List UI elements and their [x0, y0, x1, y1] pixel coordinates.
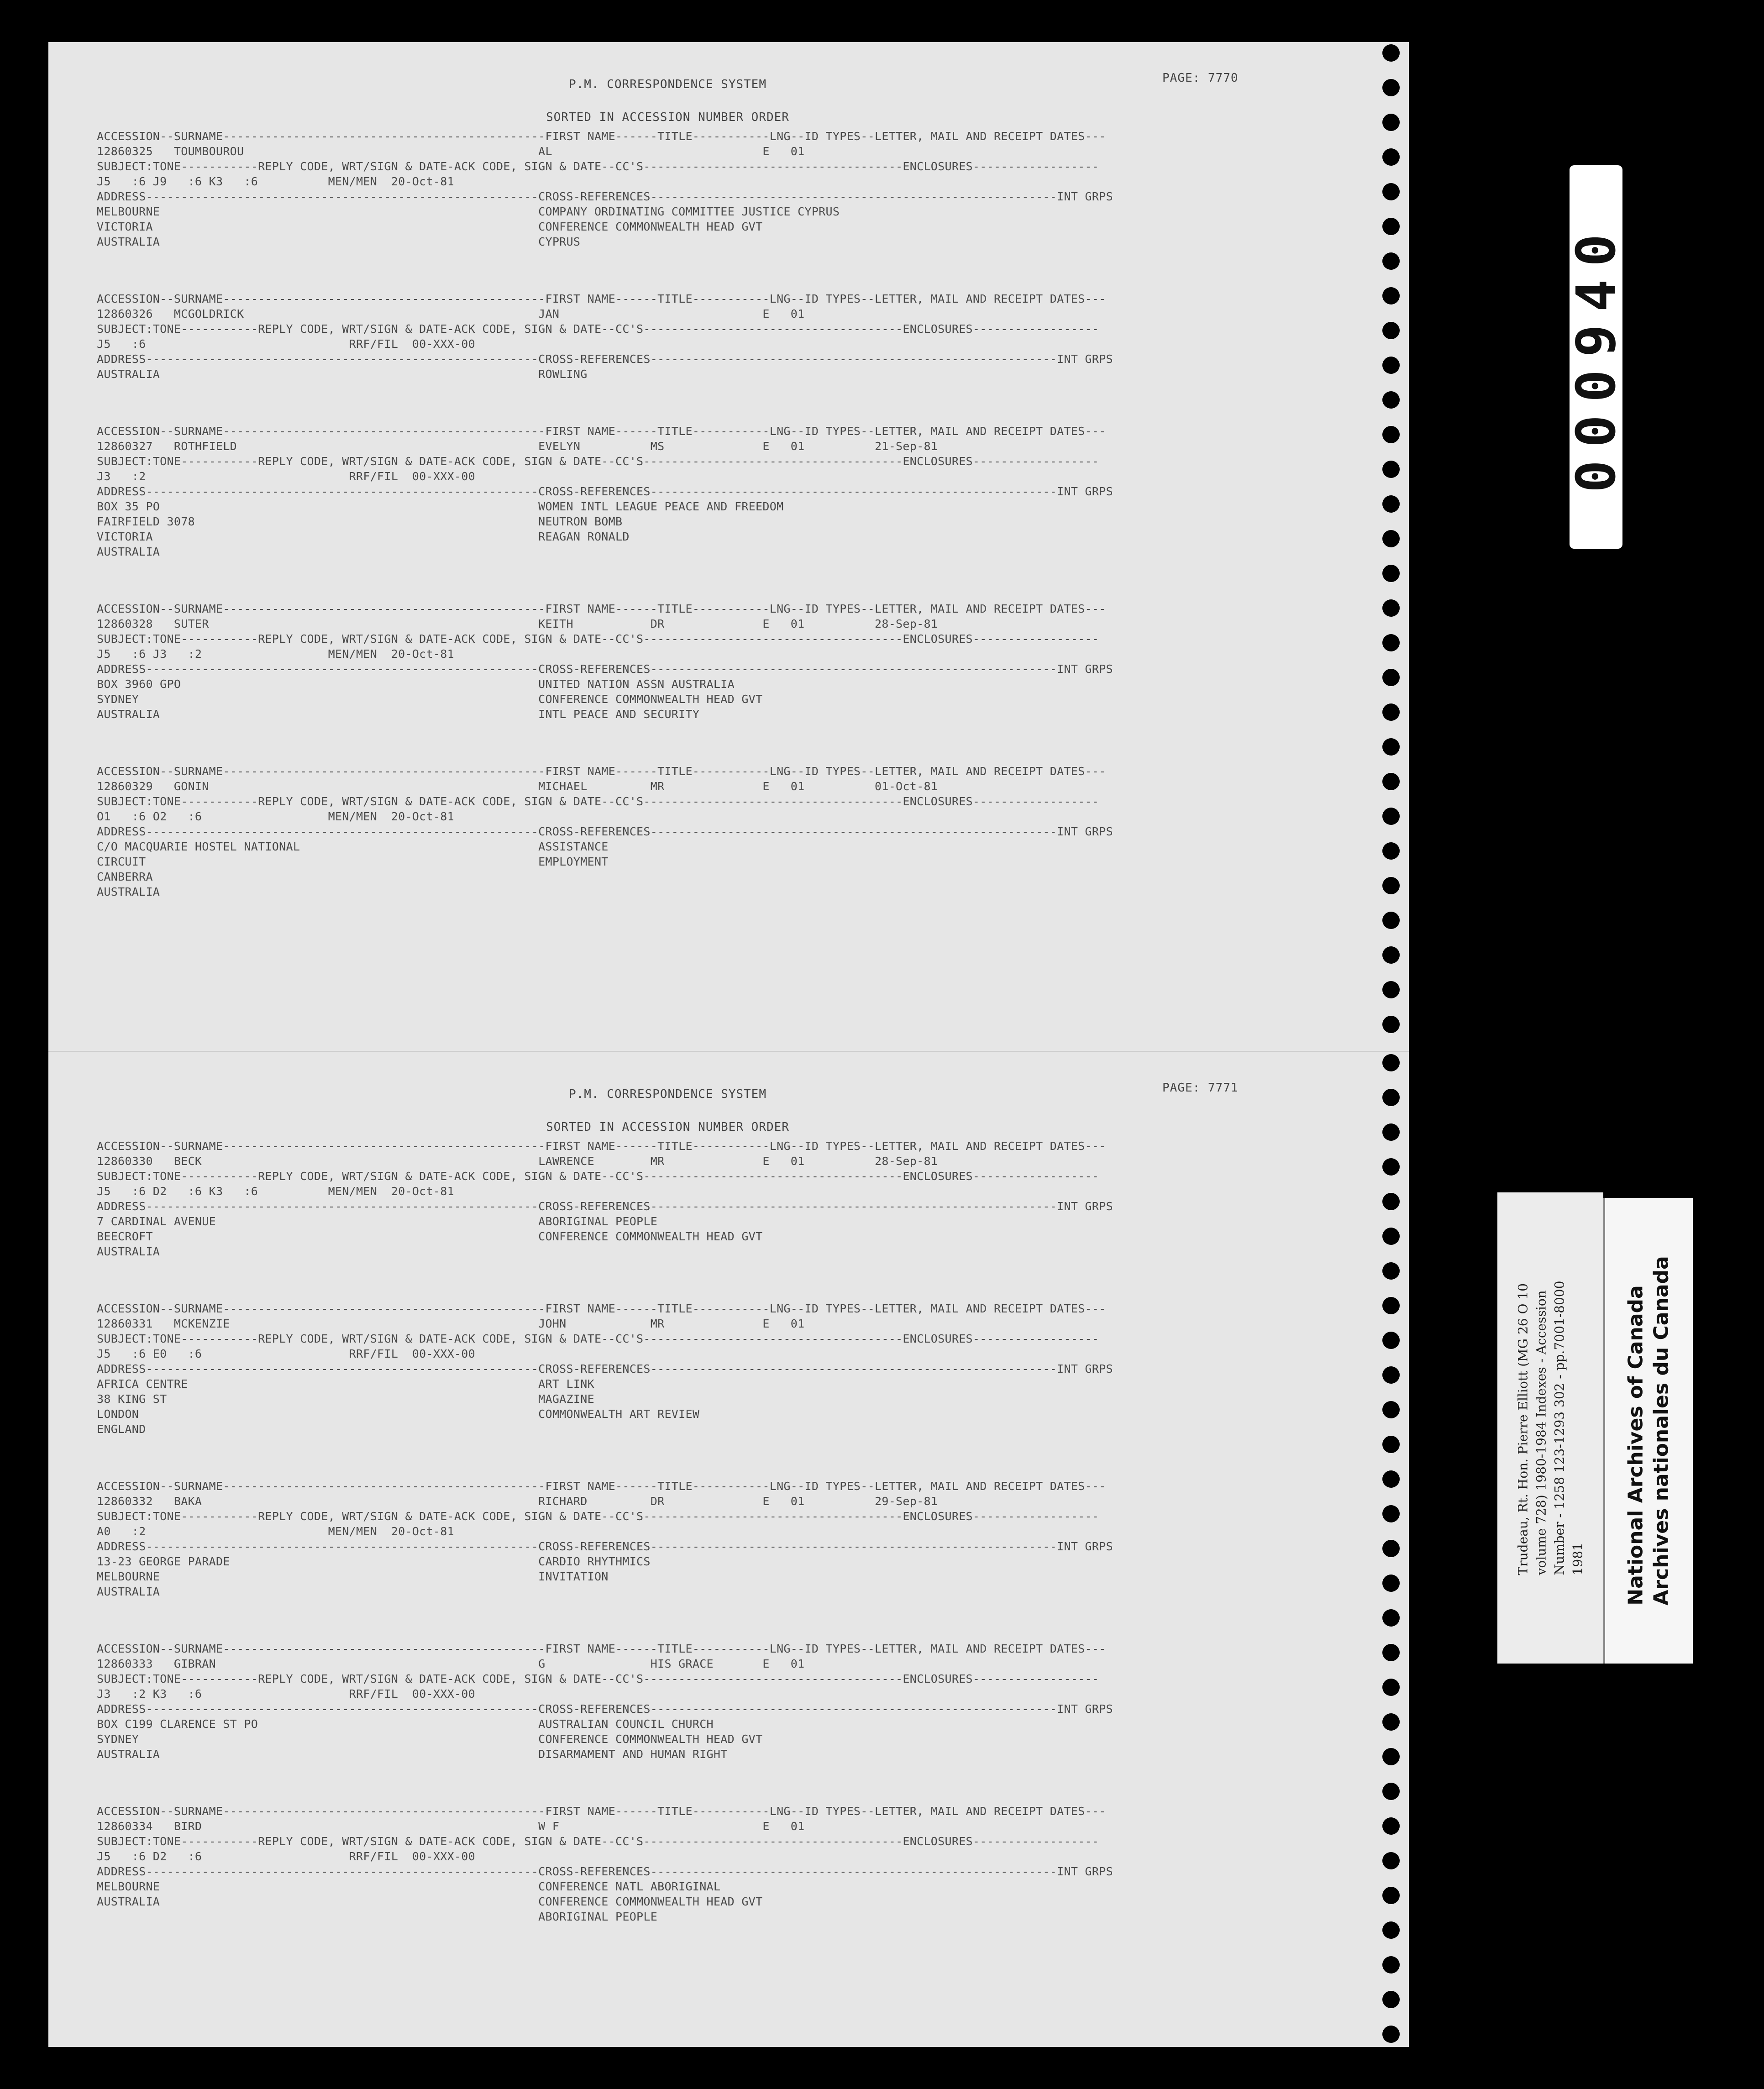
record-line: AUSTRALIA DISARMAMENT AND HUMAN RIGHT: [97, 1748, 728, 1761]
feed-hole: [1382, 114, 1400, 131]
record-line: MELBOURNE CONFERENCE NATL ABORIGINAL: [97, 1880, 721, 1893]
record-line: SUBJECT:TONE-----------REPLY CODE, WRT/SIGN & DATE-ACK CODE, SIGN & DATE--CC'S-------------------------------------ENCLOSURES------------------: [97, 1170, 1099, 1183]
feed-hole: [8, 322, 26, 339]
accession-record: [97, 1479, 1375, 1599]
page-number: PAGE: 7771: [1162, 1081, 1239, 1095]
feed-hole: [8, 1193, 26, 1210]
record-line: ABORIGINAL PEOPLE: [97, 1910, 658, 1923]
feed-hole: [1382, 842, 1400, 860]
feed-hole: [8, 703, 26, 721]
record-line: ADDRESS--------------------------------------------------------CROSS-REFERENCES----------------------------------------------------------INT GRPS: [97, 662, 1113, 676]
feed-hole: [1382, 946, 1400, 964]
feed-hole: [1382, 1470, 1400, 1488]
feed-hole: [1382, 1748, 1400, 1765]
feed-hole: [1382, 565, 1400, 582]
feed-hole: [1382, 1852, 1400, 1869]
feed-hole: [1382, 495, 1400, 513]
feed-hole: [8, 1470, 26, 1488]
feed-hole: [1382, 1505, 1400, 1522]
feed-hole: [8, 1644, 26, 1661]
feed-hole: [8, 1921, 26, 1939]
feed-hole: [8, 1297, 26, 1314]
record-line: J5 :6 J3 :2 MEN/MEN 20-Oct-81: [97, 647, 454, 661]
accession-record: [97, 1139, 1375, 1259]
record-line: ADDRESS--------------------------------------------------------CROSS-REFERENCES----------------------------------------------------------INT GRPS: [97, 825, 1113, 838]
feed-hole: [8, 1089, 26, 1106]
record-line: ADDRESS--------------------------------------------------------CROSS-REFERENCES----------------------------------------------------------INT GRPS: [97, 1362, 1113, 1375]
record-line: ENGLAND: [97, 1422, 146, 1436]
accession-record: [97, 601, 1375, 722]
feed-hole: [1382, 1575, 1400, 1592]
accession-record: [97, 424, 1375, 559]
feed-hole: [1382, 44, 1400, 62]
feed-hole: [1382, 1332, 1400, 1349]
feed-hole: [8, 1436, 26, 1453]
feed-hole: [1382, 1401, 1400, 1418]
feed-hole: [1382, 1436, 1400, 1453]
feed-hole: [8, 183, 26, 200]
feed-hole: [8, 1956, 26, 1974]
record-line: AUSTRALIA: [97, 1245, 160, 1258]
feed-hole: [1382, 703, 1400, 721]
record-line: SUBJECT:TONE-----------REPLY CODE, WRT/SIGN & DATE-ACK CODE, SIGN & DATE--CC'S-------------------------------------ENCLOSURES------------------: [97, 1672, 1099, 1685]
record-line: AUSTRALIA: [97, 885, 160, 898]
feed-hole: [1382, 1817, 1400, 1835]
feed-hole: [1382, 183, 1400, 200]
record-line: LONDON COMMONWEALTH ART REVIEW: [97, 1407, 700, 1421]
feed-hole: [8, 218, 26, 235]
record-line: SUBJECT:TONE-----------REPLY CODE, WRT/SIGN & DATE-ACK CODE, SIGN & DATE--CC'S-------------------------------------ENCLOSURES------------------: [97, 1332, 1099, 1345]
record-line: BOX 35 PO WOMEN INTL LEAGUE PEACE AND FREEDOM: [97, 500, 784, 513]
record-line: 12860334 BIRD W F E 01: [97, 1820, 805, 1833]
record-line: VICTORIA REAGAN RONALD: [97, 530, 630, 543]
record-list: [97, 1139, 1375, 1966]
printout-page-top: [48, 42, 1409, 1051]
record-line: MELBOURNE COMPANY ORDINATING COMMITTEE JUSTICE CYPRUS: [97, 205, 840, 218]
feed-hole: [1382, 1713, 1400, 1731]
frame-number-stamp: [1564, 165, 1628, 549]
record-line: ACCESSION--SURNAME----------------------------------------------FIRST NAME------TITLE-----------LNG--ID TYPES--LETTER, MAIL AND RECEIPT DATES---: [97, 765, 1106, 778]
feed-hole: [8, 842, 26, 860]
accession-record: [97, 291, 1375, 382]
feed-hole: [8, 1679, 26, 1696]
feed-hole: [8, 1748, 26, 1765]
record-line: O1 :6 O2 :6 MEN/MEN 20-Oct-81: [97, 810, 454, 823]
institution-name-en: National Archives of Canada: [1624, 1285, 1648, 1606]
record-line: AUSTRALIA: [97, 545, 160, 558]
institution-name-fr: Archives nationales du Canada: [1650, 1256, 1673, 1606]
feed-hole: [8, 1401, 26, 1418]
feed-hole: [8, 1852, 26, 1869]
record-line: A0 :2 MEN/MEN 20-Oct-81: [97, 1525, 454, 1538]
feed-hole: [1382, 877, 1400, 894]
feed-hole: [1382, 1366, 1400, 1384]
feed-hole: [8, 495, 26, 513]
feed-hole: [1382, 1956, 1400, 1974]
feed-hole: [8, 1332, 26, 1349]
record-line: 13-23 GEORGE PARADE CARDIO RHYTHMICS: [97, 1555, 651, 1568]
feed-hole: [1382, 530, 1400, 547]
record-line: 12860326 MCGOLDRICK JAN E 01: [97, 307, 805, 320]
feed-hole: [8, 669, 26, 686]
feed-hole: [1382, 1921, 1400, 1939]
feed-hole: [1382, 79, 1400, 96]
feed-hole: [1382, 148, 1400, 166]
record-line: ACCESSION--SURNAME----------------------------------------------FIRST NAME------TITLE-----------LNG--ID TYPES--LETTER, MAIL AND RECEIPT DATES---: [97, 292, 1106, 305]
feed-hole: [1382, 391, 1400, 409]
record-line: BOX C199 CLARENCE ST PO AUSTRALIAN COUNCIL CHURCH: [97, 1717, 714, 1731]
record-line: ACCESSION--SURNAME----------------------------------------------FIRST NAME------TITLE-----------LNG--ID TYPES--LETTER, MAIL AND RECEIPT DATES---: [97, 1642, 1106, 1655]
record-line: SUBJECT:TONE-----------REPLY CODE, WRT/SIGN & DATE-ACK CODE, SIGN & DATE--CC'S-------------------------------------ENCLOSURES------------------: [97, 795, 1099, 808]
record-line: 12860325 TOUMBOUROU AL E 01: [97, 145, 805, 158]
record-line: 12860327 ROTHFIELD EVELYN MS E 01 21-Sep-81: [97, 440, 938, 453]
record-line: 12860331 MCKENZIE JOHN MR E 01: [97, 1317, 805, 1330]
record-line: J3 :2 RRF/FIL 00-XXX-00: [97, 470, 475, 483]
feed-hole: [8, 1228, 26, 1245]
feed-hole: [1382, 981, 1400, 998]
feed-hole: [8, 1609, 26, 1627]
accession-record: [97, 764, 1375, 899]
record-line: ACCESSION--SURNAME----------------------------------------------FIRST NAME------TITLE-----------LNG--ID TYPES--LETTER, MAIL AND RECEIPT DATES---: [97, 130, 1106, 143]
fonds-description: [1497, 1192, 1603, 1664]
record-line: SUBJECT:TONE-----------REPLY CODE, WRT/SIGN & DATE-ACK CODE, SIGN & DATE--CC'S-------------------------------------ENCLOSURES------------------: [97, 1510, 1099, 1523]
record-line: ADDRESS--------------------------------------------------------CROSS-REFERENCES----------------------------------------------------------INT GRPS: [97, 1865, 1113, 1878]
record-line: BEECROFT CONFERENCE COMMONWEALTH HEAD GVT: [97, 1230, 763, 1243]
record-line: 12860333 GIBRAN G HIS GRACE E 01: [97, 1657, 805, 1670]
feed-hole: [1382, 1783, 1400, 1800]
feed-hole: [8, 1575, 26, 1592]
feed-hole: [1382, 461, 1400, 478]
record-line: J5 :6 E0 :6 RRF/FIL 00-XXX-00: [97, 1347, 475, 1360]
feed-hole: [8, 565, 26, 582]
record-line: SUBJECT:TONE-----------REPLY CODE, WRT/SIGN & DATE-ACK CODE, SIGN & DATE--CC'S-------------------------------------ENCLOSURES------------------: [97, 322, 1099, 336]
sort-order-title: SORTED IN ACCESSION NUMBER ORDER: [546, 110, 789, 124]
fonds-line: 1981: [1570, 1543, 1585, 1575]
feed-hole: [8, 946, 26, 964]
record-line: AUSTRALIA CONFERENCE COMMONWEALTH HEAD GVT: [97, 1895, 763, 1908]
feed-hole: [8, 1991, 26, 2008]
feed-hole: [8, 877, 26, 894]
feed-hole: [1382, 1297, 1400, 1314]
record-line: SYDNEY CONFERENCE COMMONWEALTH HEAD GVT: [97, 693, 763, 706]
record-line: AFRICA CENTRE ART LINK: [97, 1377, 594, 1391]
record-line: J5 :6 RRF/FIL 00-XXX-00: [97, 337, 475, 351]
feed-hole: [8, 1158, 26, 1176]
page-number: PAGE: 7770: [1162, 71, 1239, 85]
feed-hole: [1382, 1123, 1400, 1141]
record-line: FAIRFIELD 3078 NEUTRON BOMB: [97, 515, 623, 528]
record-line: ADDRESS--------------------------------------------------------CROSS-REFERENCES----------------------------------------------------------INT GRPS: [97, 1540, 1113, 1553]
feed-hole: [8, 1713, 26, 1731]
feed-hole: [8, 1887, 26, 1904]
record-line: ACCESSION--SURNAME----------------------------------------------FIRST NAME------TITLE-----------LNG--ID TYPES--LETTER, MAIL AND RECEIPT DATES---: [97, 1302, 1106, 1315]
feed-hole: [8, 148, 26, 166]
record-line: SUBJECT:TONE-----------REPLY CODE, WRT/SIGN & DATE-ACK CODE, SIGN & DATE--CC'S-------------------------------------ENCLOSURES------------------: [97, 1835, 1099, 1848]
accession-record: [97, 129, 1375, 249]
feed-hole: [8, 287, 26, 304]
accession-record: [97, 1641, 1375, 1762]
feed-hole: [1382, 808, 1400, 825]
record-line: J5 :6 D2 :6 RRF/FIL 00-XXX-00: [97, 1850, 475, 1863]
record-line: CIRCUIT EMPLOYMENT: [97, 855, 609, 868]
feed-hole: [8, 634, 26, 651]
feed-hole: [1382, 1089, 1400, 1106]
record-line: 12860330 BECK LAWRENCE MR E 01 28-Sep-81: [97, 1155, 938, 1168]
record-line: ACCESSION--SURNAME----------------------------------------------FIRST NAME------TITLE-----------LNG--ID TYPES--LETTER, MAIL AND RECEIPT DATES---: [97, 602, 1106, 615]
feed-hole: [8, 252, 26, 270]
report-title: P.M. CORRESPONDENCE SYSTEM: [569, 78, 766, 91]
feed-hole: [1382, 287, 1400, 304]
accession-record: [97, 1804, 1375, 1924]
record-line: SUBJECT:TONE-----------REPLY CODE, WRT/SIGN & DATE-ACK CODE, SIGN & DATE--CC'S-------------------------------------ENCLOSURES------------------: [97, 455, 1099, 468]
feed-hole: [8, 1262, 26, 1280]
feed-hole: [8, 391, 26, 409]
feed-hole: [8, 1123, 26, 1141]
feed-hole: [8, 357, 26, 374]
record-line: AUSTRALIA ROWLING: [97, 367, 588, 381]
feed-hole: [1382, 773, 1400, 790]
feed-hole: [1382, 738, 1400, 756]
record-line: AUSTRALIA: [97, 1585, 160, 1598]
feed-hole: [1382, 1054, 1400, 1071]
record-line: J5 :6 D2 :6 K3 :6 MEN/MEN 20-Oct-81: [97, 1185, 454, 1198]
feed-hole: [1382, 2026, 1400, 2043]
record-line: SUBJECT:TONE-----------REPLY CODE, WRT/SIGN & DATE-ACK CODE, SIGN & DATE--CC'S-------------------------------------ENCLOSURES------------------: [97, 160, 1099, 173]
feed-hole: [8, 44, 26, 62]
feed-hole: [1382, 1228, 1400, 1245]
feed-hole: [1382, 599, 1400, 617]
feed-hole: [8, 599, 26, 617]
feed-hole: [8, 981, 26, 998]
feed-hole: [8, 114, 26, 131]
record-line: ACCESSION--SURNAME----------------------------------------------FIRST NAME------TITLE-----------LNG--ID TYPES--LETTER, MAIL AND RECEIPT DATES---: [97, 1805, 1106, 1818]
record-line: 7 CARDINAL AVENUE ABORIGINAL PEOPLE: [97, 1215, 658, 1228]
feed-hole: [8, 808, 26, 825]
feed-hole: [8, 1540, 26, 1557]
feed-hole: [8, 773, 26, 790]
feed-hole: [1382, 1644, 1400, 1661]
feed-hole: [1382, 1016, 1400, 1033]
feed-hole: [8, 2026, 26, 2043]
record-line: 12860328 SUTER KEITH DR E 01 28-Sep-81: [97, 617, 938, 630]
fonds-line: Number - 1258 123-1293 302 - pp.7001-8000: [1552, 1281, 1567, 1575]
feed-hole: [1382, 912, 1400, 929]
record-line: ACCESSION--SURNAME----------------------------------------------FIRST NAME------TITLE-----------LNG--ID TYPES--LETTER, MAIL AND RECEIPT DATES---: [97, 1480, 1106, 1493]
feed-hole: [1382, 322, 1400, 339]
feed-hole: [1382, 357, 1400, 374]
feed-hole: [8, 912, 26, 929]
record-line: C/O MACQUARIE HOSTEL NATIONAL ASSISTANCE: [97, 840, 609, 853]
record-line: BOX 3960 GPO UNITED NATION ASSN AUSTRALIA: [97, 677, 735, 691]
report-title: P.M. CORRESPONDENCE SYSTEM: [569, 1087, 766, 1101]
record-line: ADDRESS--------------------------------------------------------CROSS-REFERENCES----------------------------------------------------------INT GRPS: [97, 1200, 1113, 1213]
feed-hole: [8, 1054, 26, 1071]
feed-hole: [8, 426, 26, 443]
record-line: ADDRESS--------------------------------------------------------CROSS-REFERENCES----------------------------------------------------------INT GRPS: [97, 352, 1113, 366]
feed-hole: [8, 1366, 26, 1384]
feed-hole: [8, 1783, 26, 1800]
feed-hole: [1382, 218, 1400, 235]
feed-hole: [8, 79, 26, 96]
record-line: AUSTRALIA CYPRUS: [97, 235, 581, 248]
feed-hole: [1382, 1158, 1400, 1176]
feed-hole: [1382, 1193, 1400, 1210]
record-line: AUSTRALIA INTL PEACE AND SECURITY: [97, 708, 700, 721]
record-line: CANBERRA: [97, 870, 153, 883]
feed-hole: [1382, 634, 1400, 651]
record-line: SYDNEY CONFERENCE COMMONWEALTH HEAD GVT: [97, 1732, 763, 1746]
fonds-line: volume 728) 1980-1984 Indexes - Accession: [1533, 1290, 1549, 1575]
archive-label-card: [1497, 1192, 1691, 1664]
institution-name: [1603, 1198, 1693, 1664]
record-line: ADDRESS--------------------------------------------------------CROSS-REFERENCES----------------------------------------------------------INT GRPS: [97, 190, 1113, 203]
accession-record: [97, 1301, 1375, 1437]
feed-hole: [1382, 426, 1400, 443]
record-list: [97, 129, 1375, 941]
frame-number: 000940: [1564, 221, 1628, 493]
feed-hole: [8, 738, 26, 756]
feed-hole: [1382, 1679, 1400, 1696]
feed-hole: [8, 1505, 26, 1522]
record-line: 12860329 GONIN MICHAEL MR E 01 01-Oct-81: [97, 780, 938, 793]
feed-hole: [1382, 252, 1400, 270]
feed-hole: [8, 530, 26, 547]
record-line: 38 KING ST MAGAZINE: [97, 1392, 594, 1406]
record-line: ACCESSION--SURNAME----------------------------------------------FIRST NAME------TITLE-----------LNG--ID TYPES--LETTER, MAIL AND RECEIPT DATES---: [97, 1139, 1106, 1153]
feed-hole: [8, 1817, 26, 1835]
fonds-line: Trudeau, Rt. Hon. Pierre Elliott (MG 26 O 10: [1515, 1283, 1530, 1575]
feed-hole: [1382, 1262, 1400, 1280]
feed-hole: [1382, 669, 1400, 686]
feed-hole: [8, 461, 26, 478]
record-line: J5 :6 J9 :6 K3 :6 MEN/MEN 20-Oct-81: [97, 175, 454, 188]
record-line: MELBOURNE INVITATION: [97, 1570, 609, 1583]
feed-hole: [8, 1016, 26, 1033]
record-line: ACCESSION--SURNAME----------------------------------------------FIRST NAME------TITLE-----------LNG--ID TYPES--LETTER, MAIL AND RECEIPT DATES---: [97, 425, 1106, 438]
record-line: J3 :2 K3 :6 RRF/FIL 00-XXX-00: [97, 1687, 475, 1701]
feed-hole: [1382, 1887, 1400, 1904]
record-line: VICTORIA CONFERENCE COMMONWEALTH HEAD GVT: [97, 220, 763, 233]
record-line: ADDRESS--------------------------------------------------------CROSS-REFERENCES----------------------------------------------------------INT GRPS: [97, 485, 1113, 498]
feed-hole: [1382, 1540, 1400, 1557]
record-line: ADDRESS--------------------------------------------------------CROSS-REFERENCES----------------------------------------------------------INT GRPS: [97, 1702, 1113, 1716]
feed-hole: [1382, 1609, 1400, 1627]
printout-page-bottom: [48, 1051, 1409, 2047]
record-line: SUBJECT:TONE-----------REPLY CODE, WRT/SIGN & DATE-ACK CODE, SIGN & DATE--CC'S-------------------------------------ENCLOSURES------------------: [97, 632, 1099, 646]
record-line: 12860332 BAKA RICHARD DR E 01 29-Sep-81: [97, 1495, 938, 1508]
feed-hole: [1382, 1991, 1400, 2008]
sort-order-title: SORTED IN ACCESSION NUMBER ORDER: [546, 1120, 789, 1134]
